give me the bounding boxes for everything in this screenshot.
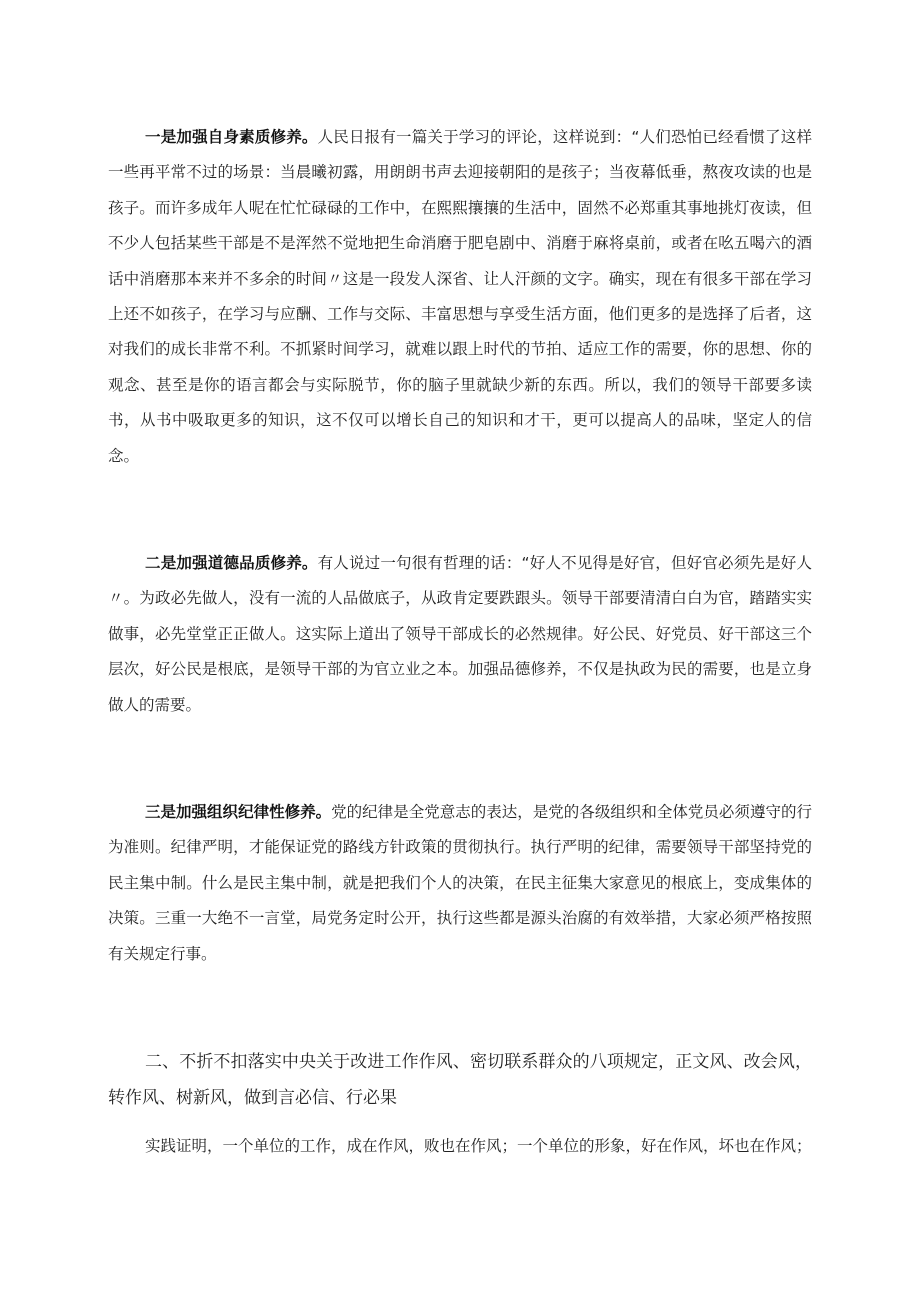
paragraph-moral-quality [108, 546, 812, 723]
section-heading: 二、不折不扣落实中央关于改进工作作风、密切联系群众的八项规定，正文风、改会风，转作风、树新风，做到言必信、行必果 [108, 1052, 812, 1108]
paragraph-lead-3: 三是加强组织纪律性修养。 [145, 803, 332, 821]
paragraph-body-3: 党的纪律是全党意志的表达，是党的各级组织和全体党员必须遵守的行为准则。纪律严明，才能保证党的路线方针政策的贯彻执行。执行严明的纪律，需要领导干部坚持党的民主集中制。什么是民主集中制，就是把我们个人的决策，在民主征集大家意见的根底上，变成集体的决策。三重一大绝不一言堂，局党务定时公开，执行这些都是源头治腐的有效举措，大家必须严格按照有关规定行事。 [108, 803, 812, 963]
paragraph-body-1: 人民日报有一篇关于学习的评论，这样说到：“人们恐怕已经看惯了这样一些再平常不过的场景：当晨曦初露，用朗朗书声去迎接朝阳的是孩子；当夜幕低垂，熬夜攻读的也是孩子。而许多成年人呢在忙忙碌碌的工作中，在熙熙攘攘的生活中，固然不必郑重其事地挑灯夜读，但不少人包括某些干部是不是浑然不觉地把生命消磨于肥皂剧中、消磨于麻将桌前，或者在吆五喝六的酒话中消磨那本来并不多余的时间〃这是一段发人深省、让人汗颜的文字。确实，现在有很多干部在学习上还不如孩子，在学习与应酬、工作与交际、丰富思想与享受生活方面，他们更多的是选择了后者，这对我们的成长非常不利。不抓紧时间学习，就难以跟上时代的节拍、适应工作的需要，你的思想、你的观念、甚至是你的语言都会与实际脱节，你的脑子里就缺少新的东西。所以，我们的领导干部要多读书，从书中吸取更多的知识，这不仅可以增长自己的知识和才干，更可以提高人的品味，坚定人的信念。 [108, 128, 812, 465]
paragraph-body-2: 有人说过一句很有哲理的话：“好人不见得是好官，但好官必须先是好人〃。为政必先做人，没有一流的人品做底子，从政肯定要跌跟头。领导干部要清清白白为官，踏踏实实做事，必先堂堂正正做人。这实际上道出了领导干部成长的必然规律。好公民、好党员、好干部这三个层次，好公民是根底，是领导干部的为官立业之本。加强品德修养，不仅是执政为民的需要，也是立身做人的需要。 [108, 554, 812, 714]
paragraph-lead-2: 二是加强道德品质修养。 [145, 554, 318, 572]
paragraph-lead-1: 一是加强自身素质修养。 [145, 128, 318, 146]
paragraph-discipline [108, 795, 812, 972]
paragraph-self-quality [108, 120, 812, 474]
paragraph-practice: 实践证明，一个单位的工作，成在作风，败也在作风；一个单位的形象，好在作风，坏也在作风； [145, 1137, 812, 1155]
